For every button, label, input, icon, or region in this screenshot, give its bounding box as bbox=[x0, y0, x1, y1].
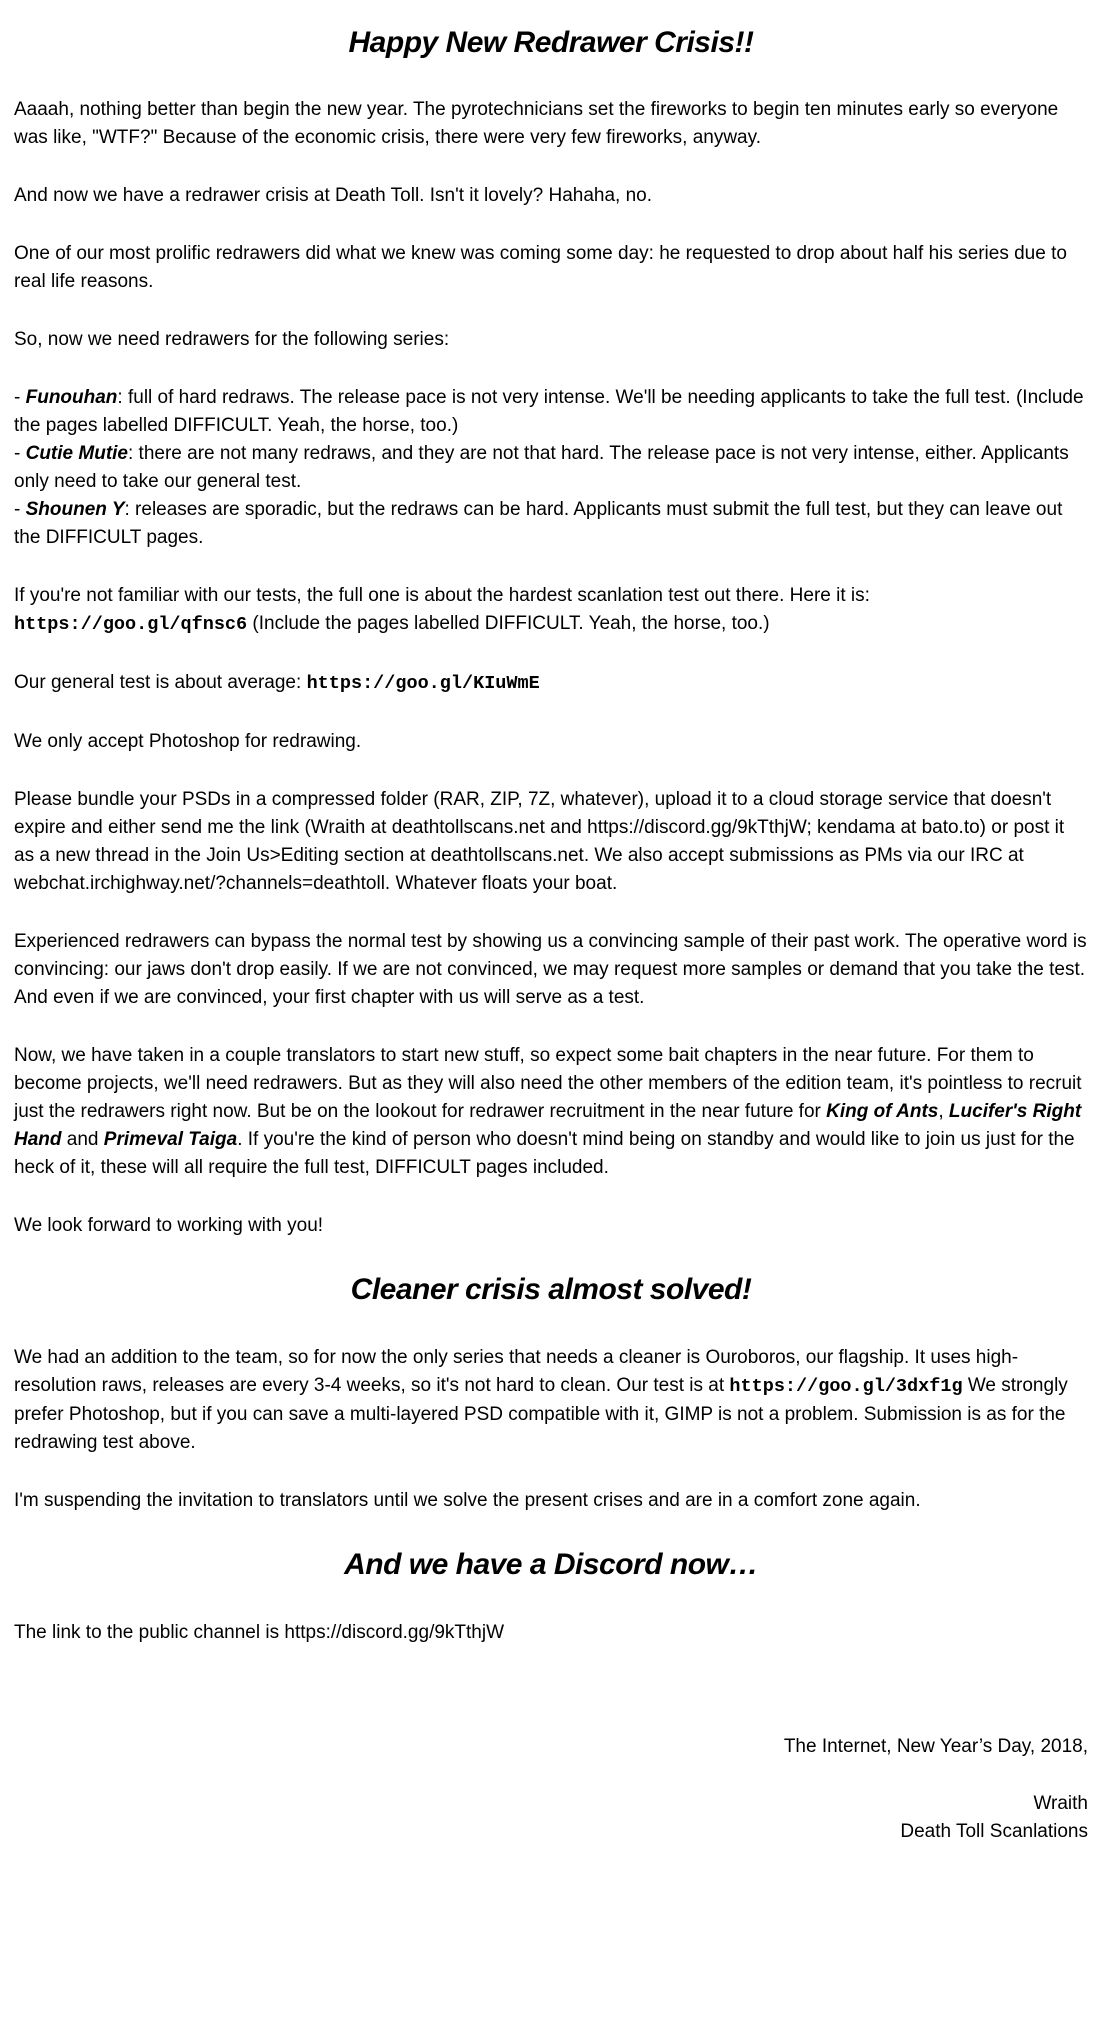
text-run: Aaaah, nothing better than begin the new year. The pyrotechnicians set the fireworks to begin ten minutes early so everyone was like, "WTF?" Because of the economic crisis, there were very few fireworks, anyway. bbox=[14, 99, 1059, 148]
text-run: : releases are sporadic, but the redraws can be hard. Applicants must submit the full test, but they can leave out the DIFFICULT pages. bbox=[14, 499, 1063, 548]
text-run: Death Toll Scanlations bbox=[900, 1821, 1088, 1842]
crisis-paragraph bbox=[14, 182, 1088, 210]
test-url-text: https://goo.gl/3dxf1g bbox=[729, 1376, 963, 1397]
signoff-date bbox=[14, 1733, 1088, 1761]
text-run: I'm suspending the invitation to translators until we solve the present crises and are in a comfort zone again. bbox=[14, 1490, 921, 1511]
series-name: Shounen Y bbox=[25, 499, 125, 520]
series-intro-paragraph bbox=[14, 326, 1088, 354]
signoff-group bbox=[14, 1818, 1088, 1846]
section-title-discord bbox=[14, 1545, 1088, 1585]
text-run: And now we have a redrawer crisis at Death Toll. Isn't it lovely? Hahaha, no. bbox=[14, 185, 652, 206]
text-run: : full of hard redraws. The release pace is not very intense. We'll be needing applicants to take the full test. (Include the pages labelled DIFFICULT. Yeah, the horse, too.) bbox=[14, 387, 1084, 436]
future-projects-paragraph bbox=[14, 1042, 1088, 1182]
text-run: Experienced redrawers can bypass the normal test by showing us a convincing sample of their past work. The operative word is convincing: our jaws don't drop easily. If we are not convinced, we may request more samples or demand that you take the test. And even if we are convinced, your first chapter with us will serve as a test. bbox=[14, 931, 1087, 1008]
submission-paragraph bbox=[14, 786, 1088, 898]
signoff-author bbox=[14, 1790, 1088, 1818]
experienced-paragraph bbox=[14, 928, 1088, 1012]
general-test-paragraph bbox=[14, 669, 1088, 698]
text-run: and bbox=[61, 1129, 104, 1150]
text-run: - bbox=[14, 387, 26, 408]
series-list-item bbox=[14, 440, 1088, 496]
text-run: - bbox=[14, 443, 26, 464]
translators-paragraph bbox=[14, 1487, 1088, 1515]
reason-paragraph bbox=[14, 240, 1088, 296]
text-run: . If you're the kind of person who doesn't mind being on standby and would like to join us just for the heck of it, these will all require the full test, DIFFICULT pages included. bbox=[14, 1129, 1075, 1178]
discord-link-paragraph bbox=[14, 1619, 1088, 1647]
text-run: Our general test is about average: bbox=[14, 672, 307, 693]
text-run: So, now we need redrawers for the following series: bbox=[14, 329, 450, 350]
text-run: If you're not familiar with our tests, the full one is about the hardest scanlation test out there. Here it is: bbox=[14, 585, 870, 606]
closing-paragraph bbox=[14, 1212, 1088, 1240]
series-name: Cutie Mutie bbox=[25, 443, 128, 464]
test-url-text: https://goo.gl/qfnsc6 bbox=[14, 614, 248, 635]
text-run: , bbox=[938, 1101, 949, 1122]
text-run: (Include the pages labelled DIFFICULT. Yeah, the horse, too.) bbox=[247, 613, 770, 634]
text-run: We had an addition to the team, so for now the only series that needs a cleaner is Ouroboros, our flagship. It uses high-resolution raws, releases are every 3-4 weeks, so it's not hard to clean. Our test is at bbox=[14, 1347, 1019, 1396]
text-run: Cleaner crisis almost solved! bbox=[350, 1273, 752, 1306]
document-body bbox=[14, 24, 1088, 1846]
series-list-item bbox=[14, 384, 1088, 440]
section-title-cleaner bbox=[14, 1270, 1088, 1310]
text-run: The link to the public channel is https://discord.gg/9kTthjW bbox=[14, 1622, 505, 1643]
text-run: The Internet, New Year’s Day, 2018, bbox=[783, 1736, 1088, 1757]
test-url-text: https://goo.gl/KIuWmE bbox=[306, 673, 540, 694]
cleaner-paragraph bbox=[14, 1344, 1088, 1457]
text-run: - bbox=[14, 499, 26, 520]
text-run: Wraith bbox=[1033, 1793, 1088, 1814]
full-test-paragraph bbox=[14, 582, 1088, 639]
series-name: King of Ants bbox=[826, 1101, 939, 1122]
series-list bbox=[14, 384, 1088, 552]
text-run: We look forward to working with you! bbox=[14, 1215, 324, 1236]
series-list-item bbox=[14, 496, 1088, 552]
text-run: We strongly prefer Photoshop, but if you can save a multi-layered PSD compatible with it, GIMP is not a problem. Submission is as for the redrawing test above. bbox=[14, 1375, 1068, 1453]
text-run: One of our most prolific redrawers did what we knew was coming some day: he requested to drop about half his series due to real life reasons. bbox=[14, 243, 1067, 292]
page-title bbox=[14, 24, 1088, 62]
text-run: : there are not many redraws, and they are not that hard. The release pace is not very intense, either. Applicants only need to take our general test. bbox=[14, 443, 1069, 492]
text-run: Happy New Redrawer Crisis!! bbox=[348, 26, 754, 59]
intro-paragraph bbox=[14, 96, 1088, 152]
photoshop-paragraph bbox=[14, 728, 1088, 756]
series-name: Primeval Taiga bbox=[103, 1129, 238, 1150]
text-run: And we have a Discord now… bbox=[344, 1548, 758, 1581]
series-name: Funouhan bbox=[25, 387, 118, 408]
text-run: Please bundle your PSDs in a compressed folder (RAR, ZIP, 7Z, whatever), upload it to a cloud storage service that doesn't expire and either send me the link (Wraith at deathtollscans.net and https://discord.gg/9kTthjW; kendama at bato.to) or post it as a new thread in the Join Us>Editing section at deathtollscans.net. We also accept submissions as PMs via our IRC at webchat.irchighway.net/?channels=deathtoll. Whatever floats your boat. bbox=[14, 789, 1065, 894]
series-name: Lucifer's Right Hand bbox=[14, 1101, 1082, 1150]
text-run: We only accept Photoshop for redrawing. bbox=[14, 731, 362, 752]
text-run: Now, we have taken in a couple translators to start new stuff, so expect some bait chapters in the near future. For them to become projects, we'll need redrawers. But as they will also need the other members of the edition team, it's pointless to recruit just the redrawers right now. But be on the lookout for redrawer recruitment in the near future for bbox=[14, 1045, 1082, 1122]
